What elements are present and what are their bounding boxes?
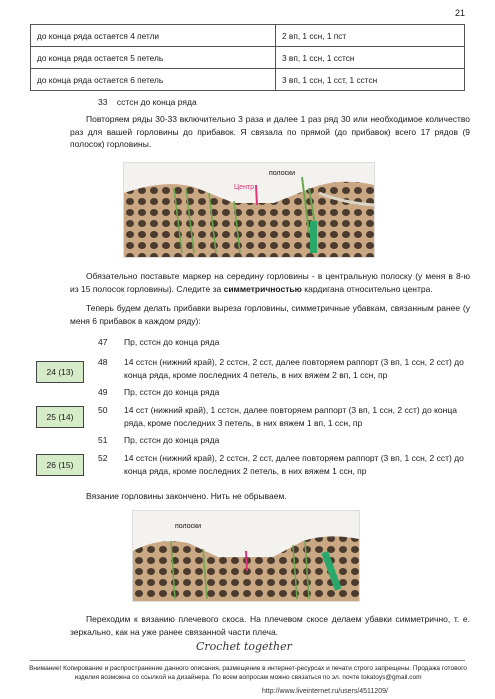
logo: Crochet together <box>196 640 292 653</box>
neckline-photo-2 <box>132 510 360 602</box>
footer-notice: Внимание! Копирование и распространение данного описания, размещение в интернет-ресурсах и печати строго запрещены. Продажа готового изделия возможна со ссылкой на дизайнера. По всем вопросам можно связаться по эл. почте tokatoys@gmail.com <box>29 665 467 681</box>
footer-divider <box>30 660 465 661</box>
paragraph-repeat: Повторяем ряды 30-33 включительно 3 раза и далее 1 раз ряд 30 или необходимое количество раз для вашей горловины до прибавок. Я связала по прямой (до прибавок) всего 17 рядов (9 полосок) горловины. <box>70 114 470 149</box>
table-row: до конца ряда остается 5 петель 3 вп, 1 ссн, 1 сстсн <box>31 47 465 69</box>
page-number: 21 <box>454 8 465 18</box>
paragraph-increase: Теперь будем делать прибавки выреза горловины, симметричные убавкам, связанным ранее (у меня 6 прибавок в каждом ряду): <box>70 303 470 326</box>
table-row: до конца ряда остается 6 петель 3 вп, 1 ссн, 1 сст, 1 сстсн <box>31 69 465 91</box>
table-row: до конца ряда остается 4 петли 2 вп, 1 ссн, 1 пст <box>31 25 465 47</box>
size-badge: 25 (14) <box>36 406 84 428</box>
size-badge: 24 (13) <box>36 361 84 383</box>
watermark: http://www.liveinternet.ru/users/4511209/ <box>262 688 388 695</box>
decrease-table <box>30 24 465 91</box>
stripes-label: полоски <box>269 170 296 177</box>
center-label: Центр <box>234 184 255 191</box>
paragraph-marker: Обязательно поставьте маркер на середину горловины - в центральную полоску (у меня в 8-ю из 15 полосок горловины). Следите за симметричностью кардигана относительно центра. <box>70 271 470 294</box>
paragraph-done: Вязание горловины закончено. Нить не обрываем. <box>86 491 287 501</box>
row-33: 33 сстсн до конца ряда <box>98 97 197 107</box>
paragraph-shoulder: Переходим к вязанию плечевого скоса. На плечевом скосе делаем убавки симметрично, т. е. зеркально, как на уже ранее связанной части плеча. <box>70 614 470 637</box>
stripes-label: полоски <box>175 523 202 530</box>
size-badge: 26 (15) <box>36 454 84 476</box>
neckline-photo-1 <box>123 162 375 258</box>
